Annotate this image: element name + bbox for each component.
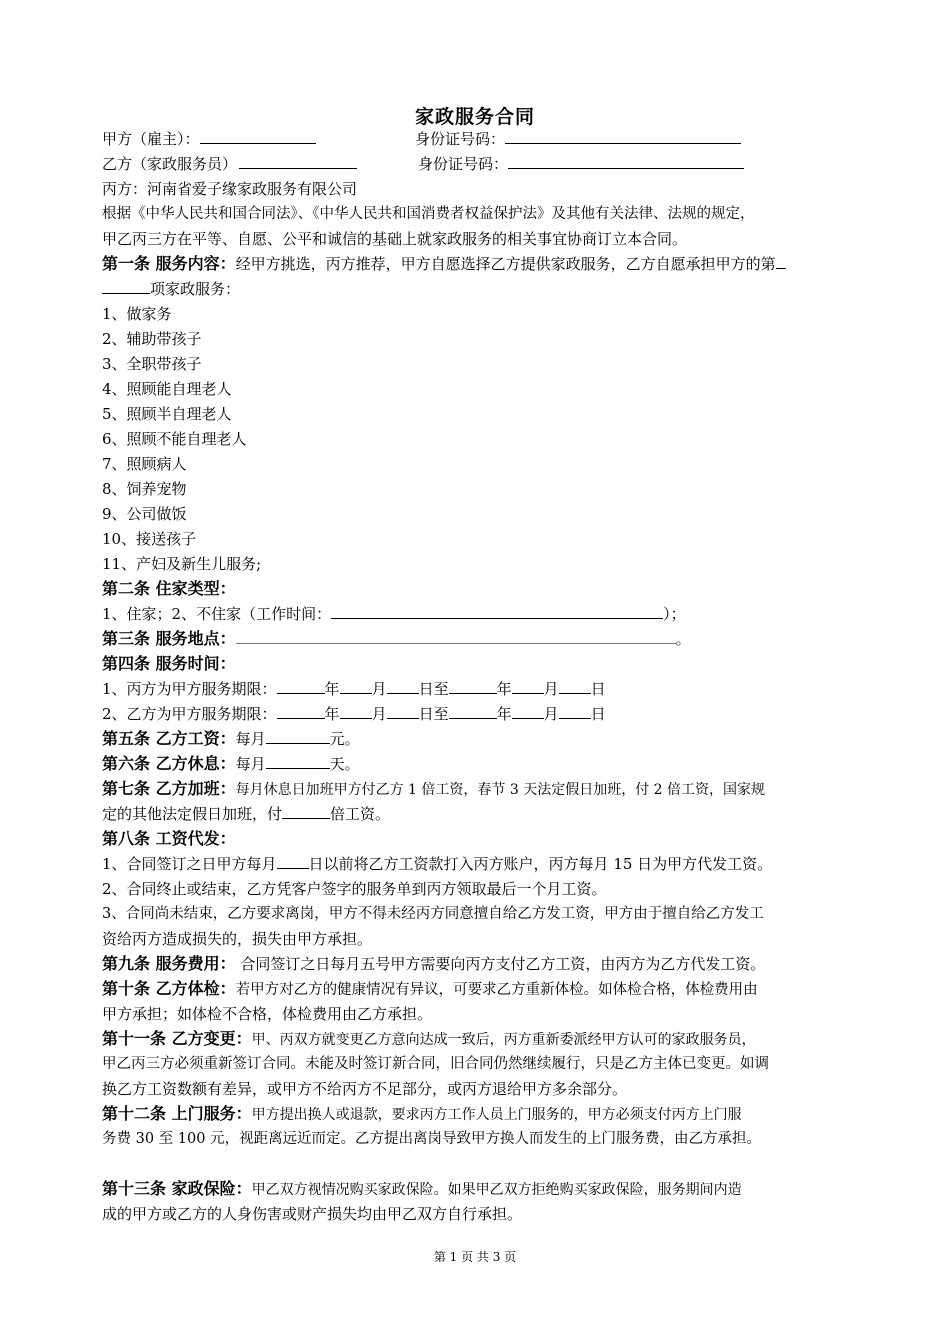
article-2-heading: 第二条 住家类型： <box>102 579 236 598</box>
article-13-heading: 第十三条 家政保险： <box>102 1179 252 1198</box>
party-a-label: 甲方（雇主）： <box>102 130 200 148</box>
article-2-text-a: 1、住家；2、不住家（工作时间： <box>102 605 332 623</box>
article-2-text-b: ）； <box>663 605 686 623</box>
article-4-label-1: 1、丙方为甲方服务期限： <box>102 680 277 698</box>
article-8-line-1 <box>102 853 772 875</box>
article-12-cont: 务费 30 至 100 元，视距离远近而定。乙方提出离岗导致甲方换人而发生的上门服务费，由乙方承担。 <box>102 1131 762 1147</box>
article-9 <box>102 953 765 975</box>
article-12-text: 甲方提出换人或退款，要求丙方工作人员上门服务的，甲方必须支付丙方上门服 <box>251 1107 742 1123</box>
service-item: 3、全职带孩子 <box>102 355 202 373</box>
page-number-footer: 第 1 页 共 3 页 <box>433 1250 517 1264</box>
article-1-blank-a[interactable] <box>776 254 786 269</box>
party-b-id-line <box>418 153 744 175</box>
month-label: 月 <box>543 680 559 698</box>
article-10-cont: 甲方承担；如体检不合格，体检费用由乙方承担。 <box>102 1005 433 1023</box>
service-item: 11、产妇及新生儿服务; <box>102 555 262 573</box>
overtime-multiplier-blank[interactable] <box>282 804 330 819</box>
document-title: 家政服务合同 <box>414 106 535 128</box>
article-4-label-2: 2、乙方为甲方服务期限： <box>102 705 277 723</box>
article-3-end: 。 <box>675 630 691 648</box>
end-month-blank[interactable] <box>512 679 544 694</box>
article-11-cont-1: 甲乙丙三方必须重新签订合同。未能及时签订新合同，旧合同仍然继续履行，只是乙方主体已变更。如调 <box>102 1056 769 1072</box>
article-7-cont <box>102 803 390 825</box>
start-day-blank[interactable] <box>387 704 419 719</box>
article-8-heading: 第八条 工资代发： <box>102 829 236 848</box>
service-item: 9、公司做饭 <box>102 505 187 523</box>
article-7-cont-b: 倍工资。 <box>330 805 391 823</box>
month-label: 月 <box>371 680 387 698</box>
article-5 <box>102 728 360 750</box>
article-7-cont-a: 定的其他法定假日加班，付 <box>102 805 283 823</box>
year-label: 年 <box>324 680 340 698</box>
party-a-line <box>102 128 316 150</box>
article-8-line-1-a: 1、合同签订之日甲方每月 <box>102 855 277 873</box>
work-time-blank[interactable] <box>331 604 663 619</box>
article-9-text: 合同签订之日每月五号甲方需要向丙方支付乙方工资，由丙方为乙方代发工资。 <box>235 955 766 973</box>
year-label: 年 <box>496 680 512 698</box>
article-10-heading: 第十条 乙方体检： <box>102 979 236 998</box>
start-year-blank[interactable] <box>277 679 325 694</box>
service-item: 6、照顾不能自理老人 <box>102 430 247 448</box>
start-day-blank[interactable] <box>387 679 419 694</box>
party-b-line <box>102 153 357 175</box>
article-13 <box>102 1178 852 1201</box>
article-5-text-b: 元。 <box>329 730 360 748</box>
article-5-heading: 第五条 乙方工资： <box>102 729 236 748</box>
start-year-blank[interactable] <box>277 704 325 719</box>
article-7-heading: 第七条 乙方加班： <box>102 779 236 798</box>
article-6-text-a: 每月 <box>235 755 266 773</box>
party-a-id-line <box>415 128 741 150</box>
start-month-blank[interactable] <box>340 679 372 694</box>
article-4-line-2 <box>102 703 606 725</box>
month-label: 月 <box>371 705 387 723</box>
intro-line-1: 根据《中华人民共和国合同法》、《中华人民共和国消费者权益保护法》及其他有关法律、法规的规定， <box>102 206 755 222</box>
year-label: 年 <box>496 705 512 723</box>
article-6 <box>102 753 360 775</box>
end-month-blank[interactable] <box>512 704 544 719</box>
article-9-heading: 第九条 服务费用： <box>102 954 236 973</box>
end-day-blank[interactable] <box>559 704 591 719</box>
to-label: 日至 <box>418 705 449 723</box>
service-item: 2、辅助带孩子 <box>102 330 202 348</box>
article-11 <box>102 1028 852 1051</box>
article-12-heading: 第十二条 上门服务： <box>102 1104 252 1123</box>
article-7-text: 每月休息日加班甲方付乙方 1 倍工资，春节 3 天法定假日加班，付 2 倍工资，国家规 <box>235 782 765 798</box>
end-year-blank[interactable] <box>449 704 497 719</box>
party-a-id-label: 身份证号码： <box>415 130 506 148</box>
service-item: 7、照顾病人 <box>102 455 187 473</box>
pay-day-blank[interactable] <box>277 854 309 869</box>
article-1-cont-text: 项家政服务： <box>150 280 241 298</box>
party-a-blank[interactable] <box>200 129 316 144</box>
article-1 <box>102 253 786 275</box>
article-6-heading: 第六条 乙方休息： <box>102 754 236 773</box>
party-c-line: 丙方：河南省爱子缘家政服务有限公司 <box>102 180 358 198</box>
article-4-heading: 第四条 服务时间： <box>102 654 236 673</box>
month-label: 月 <box>543 705 559 723</box>
article-12 <box>102 1103 852 1126</box>
article-7 <box>102 778 852 801</box>
end-day-blank[interactable] <box>559 679 591 694</box>
service-address-blank[interactable] <box>236 629 676 644</box>
service-item: 5、照顾半自理老人 <box>102 405 232 423</box>
day-label: 日 <box>590 705 606 723</box>
article-10 <box>102 978 852 1001</box>
article-1-text: 经甲方挑选，丙方推荐，甲方自愿选择乙方提供家政服务，乙方自愿承担甲方的第 <box>235 255 776 273</box>
article-11-cont-2: 换乙方工资数额有差异，或甲方不给丙方不足部分，或丙方退给甲方多余部分。 <box>102 1080 628 1098</box>
start-month-blank[interactable] <box>340 704 372 719</box>
article-8-line-3-cont: 资给丙方造成损失的，损失由甲方承担。 <box>102 930 373 948</box>
article-11-heading: 第十一条 乙方变更： <box>102 1029 252 1048</box>
article-3-heading: 第三条 服务地点： <box>102 629 236 648</box>
party-b-id-blank[interactable] <box>508 154 744 169</box>
article-13-text: 甲乙双方视情况购买家政保险。如果甲乙双方拒绝购买家政保险，服务期间内造 <box>251 1182 742 1198</box>
article-1-heading: 第一条 服务内容： <box>102 254 236 273</box>
rest-days-blank[interactable] <box>266 754 330 769</box>
party-a-id-blank[interactable] <box>505 129 741 144</box>
salary-blank[interactable] <box>266 729 330 744</box>
party-b-label: 乙方（家政服务员） <box>102 155 238 173</box>
article-1-cont <box>102 278 240 300</box>
article-8-line-2: 2、合同终止或结束，乙方凭客户签字的服务单到丙方领取最后一个月工资。 <box>102 880 607 898</box>
intro-line-2: 甲乙丙三方在平等、自愿、公平和诚信的基础上就家政服务的相关事宜协商订立本合同。 <box>102 230 688 248</box>
article-3 <box>102 628 691 650</box>
party-b-blank[interactable] <box>239 154 357 169</box>
article-10-text: 若甲方对乙方的健康情况有异议，可要求乙方重新体检。如体检合格，体检费用由 <box>235 982 758 998</box>
article-8-line-1-b: 日以前将乙方工资款打入丙方账户，丙方每月 15 日为甲方代发工资。 <box>308 855 773 873</box>
article-8-line-3: 3、合同尚未结束，乙方要求离岗，甲方不得未经丙方同意擅自给乙方发工资，甲方由于擅自给乙方发工 <box>102 906 764 922</box>
article-13-cont: 成的甲方或乙方的人身伤害或财产损失均由甲乙双方自行承担。 <box>102 1205 523 1223</box>
to-label: 日至 <box>418 680 449 698</box>
article-2-text <box>102 603 686 625</box>
year-label: 年 <box>324 705 340 723</box>
article-11-text: 甲、丙双方就变更乙方意向达成一致后，丙方重新委派经甲方认可的家政服务员， <box>251 1032 756 1048</box>
article-6-text-b: 天。 <box>329 755 360 773</box>
day-label: 日 <box>590 680 606 698</box>
service-item: 10、接送孩子 <box>102 530 197 548</box>
party-b-id-label: 身份证号码： <box>418 155 509 173</box>
service-item: 4、照顾能自理老人 <box>102 380 232 398</box>
article-4-line-1 <box>102 678 606 700</box>
service-item: 1、做家务 <box>102 305 172 323</box>
article-1-blank-b[interactable] <box>102 279 150 294</box>
end-year-blank[interactable] <box>449 679 497 694</box>
article-5-text-a: 每月 <box>235 730 266 748</box>
service-item: 8、饲养宠物 <box>102 480 187 498</box>
